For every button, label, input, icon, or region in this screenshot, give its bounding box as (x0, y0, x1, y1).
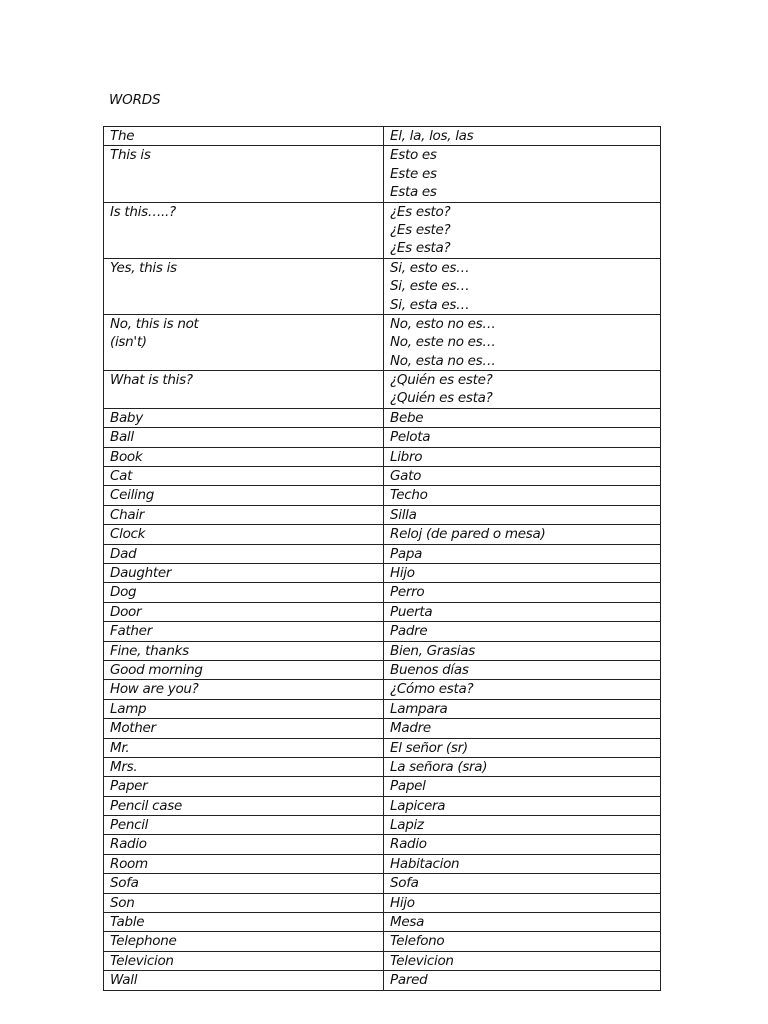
spanish-term: Bebe (390, 409, 424, 426)
english-term-cell (104, 408, 384, 427)
spanish-term: Pared (390, 972, 428, 989)
spanish-term-cell (384, 146, 661, 202)
spanish-term: ¿Es esta? (390, 240, 451, 257)
english-term: Mother (110, 720, 156, 737)
spanish-term-cell (384, 202, 661, 258)
spanish-term-cell (384, 719, 661, 738)
english-term-cell (104, 835, 384, 854)
spanish-term: Puerta (390, 603, 433, 620)
english-term: How are you? (110, 681, 199, 698)
spanish-term-cell (384, 893, 661, 912)
spanish-term: Lapicera (390, 797, 446, 814)
spanish-term-cell (384, 563, 661, 582)
english-term-cell (104, 738, 384, 757)
spanish-term: Gato (390, 468, 422, 485)
table-row (104, 127, 661, 146)
spanish-term-cell (384, 854, 661, 873)
english-term: The (110, 128, 135, 144)
english-term: (isn't) (110, 334, 147, 351)
table-row (104, 971, 661, 990)
english-term-cell (104, 428, 384, 447)
table-row (104, 202, 661, 258)
english-term-cell (104, 563, 384, 582)
english-term-cell (104, 660, 384, 679)
english-term: Table (110, 914, 145, 931)
english-term-cell (104, 583, 384, 602)
table-row (104, 757, 661, 776)
english-term: Sofa (110, 875, 139, 892)
spanish-term: Pelota (390, 429, 431, 446)
english-term-cell (104, 258, 384, 314)
spanish-term: Habitacion (390, 855, 460, 872)
english-term: Wall (110, 972, 138, 989)
english-term: Daughter (110, 564, 172, 581)
table-row (104, 622, 661, 641)
spanish-term-cell (384, 816, 661, 835)
spanish-term: Madre (390, 720, 431, 737)
table-row (104, 777, 661, 796)
spanish-term: ¿Quién es este? (390, 372, 493, 389)
spanish-term-cell (384, 622, 661, 641)
english-term-cell (104, 932, 384, 951)
english-term: Mr. (110, 739, 130, 756)
english-term-cell (104, 777, 384, 796)
spanish-term: El, la, los, las (390, 128, 474, 144)
table-row (104, 505, 661, 524)
table-row (104, 544, 661, 563)
english-term: Baby (110, 409, 143, 426)
english-term: Chair (110, 506, 145, 523)
spanish-term: Hijo (390, 894, 415, 911)
english-term: Is this…..? (110, 203, 176, 220)
spanish-term: Mesa (390, 914, 425, 931)
spanish-term-cell (384, 796, 661, 815)
table-row (104, 680, 661, 699)
spanish-term: No, este no es… (390, 334, 496, 351)
english-term: This is (110, 147, 151, 164)
english-term: Dad (110, 545, 137, 562)
english-term-cell (104, 525, 384, 544)
english-term-cell (104, 893, 384, 912)
spanish-term-cell (384, 932, 661, 951)
english-term-cell (104, 314, 384, 370)
english-term: Son (110, 894, 135, 911)
english-term: Televicion (110, 952, 174, 969)
spanish-term: Esta es (390, 184, 437, 201)
table-row (104, 854, 661, 873)
spanish-term-cell (384, 428, 661, 447)
spanish-term: Televicion (390, 952, 454, 969)
english-term-cell (104, 719, 384, 738)
spanish-term: Este es (390, 165, 437, 182)
table-row (104, 486, 661, 505)
english-term-cell (104, 146, 384, 202)
table-row (104, 874, 661, 893)
spanish-term: Si, este es… (390, 278, 470, 295)
english-term-cell (104, 447, 384, 466)
table-row (104, 428, 661, 447)
spanish-term: ¿Es este? (390, 221, 451, 238)
english-term-cell (104, 816, 384, 835)
spanish-term: Bien, Grasias (390, 642, 475, 659)
english-term-cell (104, 874, 384, 893)
spanish-term: Papel (390, 778, 426, 795)
spanish-term-cell (384, 951, 661, 970)
table-row (104, 467, 661, 486)
spanish-term: ¿Cómo esta? (390, 681, 474, 698)
spanish-term: Techo (390, 487, 428, 504)
english-term: No, this is not (110, 315, 199, 332)
spanish-term: Padre (390, 623, 428, 640)
spanish-term: Silla (390, 506, 417, 523)
english-term: Door (110, 603, 142, 620)
spanish-term-cell (384, 505, 661, 524)
spanish-term: Papa (390, 545, 423, 562)
spanish-term-cell (384, 408, 661, 427)
english-term: Dog (110, 584, 137, 601)
english-term: Telephone (110, 933, 177, 950)
table-row (104, 583, 661, 602)
spanish-term-cell (384, 314, 661, 370)
table-row (104, 314, 661, 370)
english-term-cell (104, 951, 384, 970)
spanish-term: ¿Quién es esta? (390, 390, 493, 407)
english-term-cell (104, 913, 384, 932)
english-term: Paper (110, 778, 148, 795)
table-row (104, 602, 661, 621)
spanish-term-cell (384, 641, 661, 660)
english-term: Ceiling (110, 487, 155, 504)
table-row (104, 796, 661, 815)
english-term: Pencil case (110, 797, 182, 814)
spanish-term-cell (384, 913, 661, 932)
spanish-term: Lapiz (390, 817, 424, 834)
spanish-term: Si, esta es… (390, 296, 470, 313)
spanish-term-cell (384, 699, 661, 718)
english-term: What is this? (110, 372, 193, 389)
english-term-cell (104, 796, 384, 815)
spanish-term-cell (384, 777, 661, 796)
table-row (104, 146, 661, 202)
spanish-term-cell (384, 971, 661, 990)
spanish-term: Sofa (390, 875, 419, 892)
spanish-term: Radio (390, 836, 427, 853)
spanish-term-cell (384, 680, 661, 699)
spanish-term: Lampara (390, 700, 448, 717)
english-term: Pencil (110, 817, 149, 834)
spanish-term: No, esto no es… (390, 315, 496, 332)
english-term-cell (104, 622, 384, 641)
table-row (104, 563, 661, 582)
english-term: Good morning (110, 661, 203, 678)
english-term-cell (104, 699, 384, 718)
spanish-term: Buenos días (390, 661, 469, 678)
spanish-term-cell (384, 738, 661, 757)
document-heading: WORDS (109, 92, 161, 108)
english-term: Ball (110, 429, 134, 446)
english-term: Book (110, 448, 143, 465)
english-term-cell (104, 602, 384, 621)
spanish-term-cell (384, 371, 661, 409)
table-row (104, 447, 661, 466)
spanish-term: ¿Es esto? (390, 203, 451, 220)
english-term: Fine, thanks (110, 642, 189, 659)
spanish-term-cell (384, 757, 661, 776)
spanish-term-cell (384, 660, 661, 679)
table-row (104, 408, 661, 427)
english-term-cell (104, 757, 384, 776)
english-term: Clock (110, 526, 146, 543)
english-term-cell (104, 202, 384, 258)
english-term: Radio (110, 836, 147, 853)
spanish-term: Telefono (390, 933, 445, 950)
spanish-term-cell (384, 602, 661, 621)
table-row (104, 951, 661, 970)
english-term-cell (104, 505, 384, 524)
english-term: Room (110, 855, 148, 872)
english-term: Mrs. (110, 758, 138, 775)
english-term: Yes, this is (110, 259, 177, 276)
spanish-term: No, esta no es… (390, 352, 496, 369)
spanish-term-cell (384, 835, 661, 854)
vocabulary-table (103, 126, 661, 991)
english-term-cell (104, 971, 384, 990)
spanish-term-cell (384, 525, 661, 544)
english-term-cell (104, 854, 384, 873)
spanish-term: Perro (390, 584, 425, 601)
table-row (104, 913, 661, 932)
table-row (104, 893, 661, 912)
spanish-term-cell (384, 258, 661, 314)
spanish-term-cell (384, 467, 661, 486)
spanish-term: Libro (390, 448, 423, 465)
table-row (104, 816, 661, 835)
spanish-term: Hijo (390, 564, 415, 581)
english-term-cell (104, 486, 384, 505)
spanish-term: El señor (sr) (390, 739, 468, 756)
english-term-cell (104, 544, 384, 563)
spanish-term-cell (384, 583, 661, 602)
english-term-cell (104, 641, 384, 660)
spanish-term-cell (384, 447, 661, 466)
table-row (104, 699, 661, 718)
spanish-term-cell (384, 544, 661, 563)
spanish-term: Reloj (de pared o mesa) (390, 526, 546, 543)
english-term-cell (104, 371, 384, 409)
spanish-term: La señora (sra) (390, 758, 488, 775)
spanish-term: Esto es (390, 147, 437, 164)
table-row (104, 932, 661, 951)
table-row (104, 525, 661, 544)
spanish-term-cell (384, 127, 661, 146)
table-row (104, 738, 661, 757)
table-row (104, 660, 661, 679)
vocabulary-table-body (104, 127, 661, 991)
english-term-cell (104, 467, 384, 486)
english-term-cell (104, 680, 384, 699)
english-term-cell (104, 127, 384, 146)
spanish-term-cell (384, 486, 661, 505)
table-row (104, 258, 661, 314)
table-row (104, 835, 661, 854)
table-row (104, 719, 661, 738)
spanish-term-cell (384, 874, 661, 893)
english-term: Lamp (110, 700, 147, 717)
table-row (104, 641, 661, 660)
english-term: Father (110, 623, 152, 640)
table-row (104, 371, 661, 409)
spanish-term: Si, esto es… (390, 259, 470, 276)
english-term: Cat (110, 468, 133, 485)
